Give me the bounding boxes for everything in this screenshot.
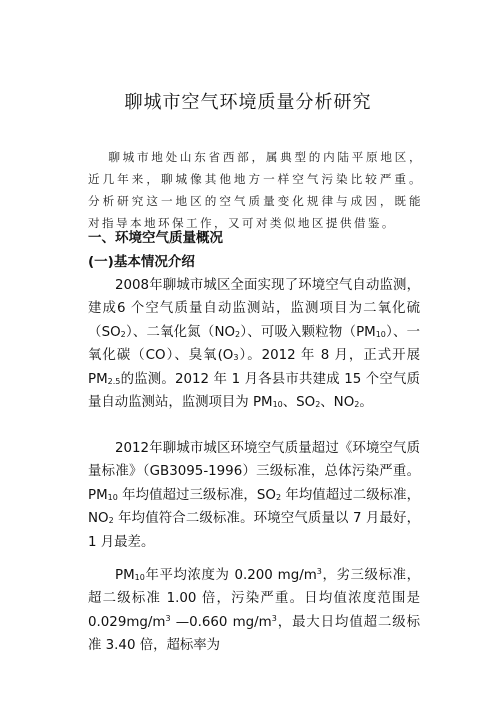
section-heading: 一、环境空气质量概况 xyxy=(88,230,223,246)
document-title: 聊城市空气环境质量分析研究 xyxy=(124,92,372,113)
paragraph-monitoring: 2008年聊城市城区全面实现了环境空气自动监测，建成6 个空气质量自动监测站，监测项目为二氧化硫$(SO_2)$、二氧化氮$(NO_2)$、可吸入颗粒物$(PM_{10})$、一氧化碳（CO）、臭氧$(O_3)$。2012 年 8 月，正式开展 $PM_{2.5}$的监测。2012 年 1 月各县市共建成 15 个空气质量自动监测站，监测项目为 $PM_{10}$、$SO_2$、$NO_2$。 xyxy=(88,278,420,411)
subsection-heading: (一)基本情况介绍 xyxy=(88,254,195,270)
abstract-paragraph xyxy=(88,146,423,234)
abstract-text: 聊城市地处山东省西部，属典型的内陆平原地区，近几年来，聊城像其他地方一样空气污染比较严重。分析研究这一地区的空气质量变化规律与成因，既能对指导本地环保工作，又可对类似地区提供借鉴。 xyxy=(88,150,423,230)
paragraph-quality-2012: 2012年聊城市城区环境空气质量超过《环境空气质量标准》（GB3095-1996）三级标准，总体污染严重。$PM_{10}$ 年均值超过三级标准，$SO_2$ 年均值超过二级标准，$NO_2$ 年均值符合二级标准。环境空气质量以 7 月最好， 1 月最差。 xyxy=(88,441,421,550)
paragraph-pm10: $PM_{10}$年平均浓度为 0.200 $mg/m^3$，劣三级标准，超二级标准 1.00 倍，污染严重。日均值浓度范围是 $0.029mg/m^3$ —0.660 $mg/m^3$，最大日均值超二级标准 3.40 倍，超标率为 xyxy=(88,567,421,654)
